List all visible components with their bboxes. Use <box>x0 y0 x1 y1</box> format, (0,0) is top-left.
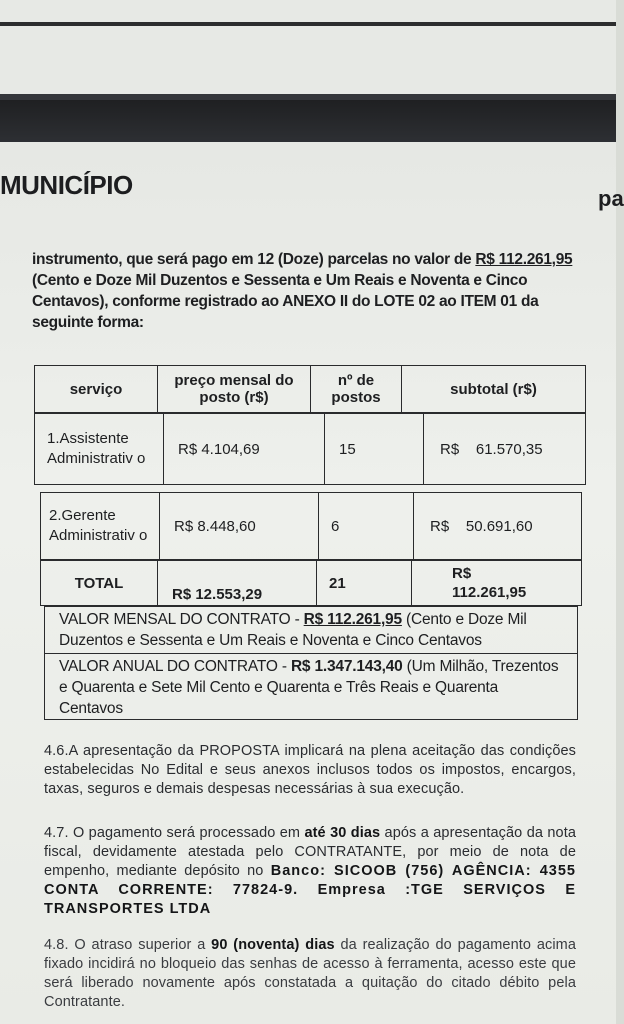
clause-4-6: 4.6.A apresentação da PROPOSTA implicará na plena aceitação das condições estabelecidas No Edital e seus anexos inclusos todos os impostos, encargos, taxas, seguros e demais despesas necessárias à sua execução. <box>44 743 576 797</box>
annual-contract-value <box>44 654 578 720</box>
intro-amount: R$ 112.261,95 <box>475 251 573 268</box>
table-total-row <box>40 560 582 606</box>
intro-text-b: (Cento e Doze Mil Duzentos e Sessenta e Um Reais e Noventa e Cinco Centavos), conforme registrado ao ANEXO II do LOTE 02 ao ITEM 01 da seguinte forma: <box>32 272 539 331</box>
total-preco: R$ 12.553,29 <box>158 561 317 606</box>
cell-servico: 2.Gerente Administrativ o <box>41 493 160 560</box>
page-gap-band <box>0 100 616 142</box>
bank-details: Banco: SICOOB (756) AGÊNCIA: 4355 CONTA CORRENTE: 77824-9. Empresa :TGE SERVIÇOS E TRANSPORTES LTDA <box>44 863 576 917</box>
clause-4-7-text: após a apresentação da nota fiscal, devidamente atestada pelo CONTRATANTE, por meio de nota de empenho, mediante depósito no <box>44 825 576 879</box>
total-postos: 21 <box>317 561 412 606</box>
annual-amount: R$ 1.347.143,40 <box>290 658 403 675</box>
cell-servico: 1.Assistente Administrativ o <box>35 414 164 485</box>
clause-4-8 <box>44 936 576 1012</box>
previous-page-strip <box>0 0 616 100</box>
header-servico: serviço <box>35 366 158 413</box>
pricing-table-header <box>34 365 586 413</box>
monthly-contract-value <box>44 606 578 654</box>
cell-subtotal <box>414 493 582 560</box>
clause-4-8-text: 4.8. O atraso superior a <box>44 937 212 953</box>
monthly-amount: R$ 112.261,95 <box>303 611 402 628</box>
clause-4-7-text: 4.7. O pagamento será processado em <box>44 825 305 841</box>
table-row <box>40 492 582 560</box>
annual-label: VALOR ANUAL DO CONTRATO - <box>59 658 291 675</box>
annual-text: (Um Milhão, Trezentos e Quarenta e Sete Mil Cento e Quarenta e Três Reais e Quarenta Centavos <box>59 658 559 717</box>
page-header-fragment: pa <box>598 186 624 211</box>
header-preco: preço mensal do posto (r$) <box>158 366 311 413</box>
cell-preco: R$ 4.104,69 <box>164 414 325 485</box>
cell-postos: 15 <box>325 414 424 485</box>
intro-text-a: instrumento, que será pago em 12 (Doze) parcelas no valor de <box>32 251 476 268</box>
subtotal-currency: R$ <box>430 517 450 535</box>
total-value: 112.261,95 <box>452 584 527 601</box>
cell-subtotal <box>424 414 586 485</box>
total-label: TOTAL <box>41 561 158 606</box>
clause-4-7 <box>44 824 576 919</box>
header-postos: nº de postos <box>311 366 402 413</box>
clause-4-7-deadline: até 30 dias <box>304 825 381 841</box>
header-subtotal: subtotal (r$) <box>402 366 586 413</box>
divider-line <box>0 22 616 26</box>
subtotal-value: 61.570,35 <box>475 440 543 458</box>
monthly-text: (Cento e Doze Mil Duzentos e Sessenta e Um Reais e Noventa e Cinco Centavos <box>59 611 527 649</box>
subtotal-currency: R$ <box>440 440 460 458</box>
total-currency: R$ <box>452 565 472 582</box>
monthly-label: VALOR MENSAL DO CONTRATO - <box>59 611 304 628</box>
page-header-title: MUNICÍPIO <box>0 170 133 200</box>
clause-4-8-text: da realização do pagamento acima fixado incidirá no bloqueio das senhas de acesso à ferramenta, acesso este que será liberado novamente após constatada a quitação do citado débito pela Contratante. <box>44 937 576 1010</box>
intro-paragraph <box>32 249 588 333</box>
subtotal-value: 50.691,60 <box>465 517 533 535</box>
clause-4-8-days: 90 (noventa) dias <box>211 937 335 953</box>
table-row <box>34 413 586 485</box>
cell-preco: R$ 8.448,60 <box>160 493 319 560</box>
cell-postos: 6 <box>319 493 414 560</box>
total-subtotal <box>412 561 582 606</box>
